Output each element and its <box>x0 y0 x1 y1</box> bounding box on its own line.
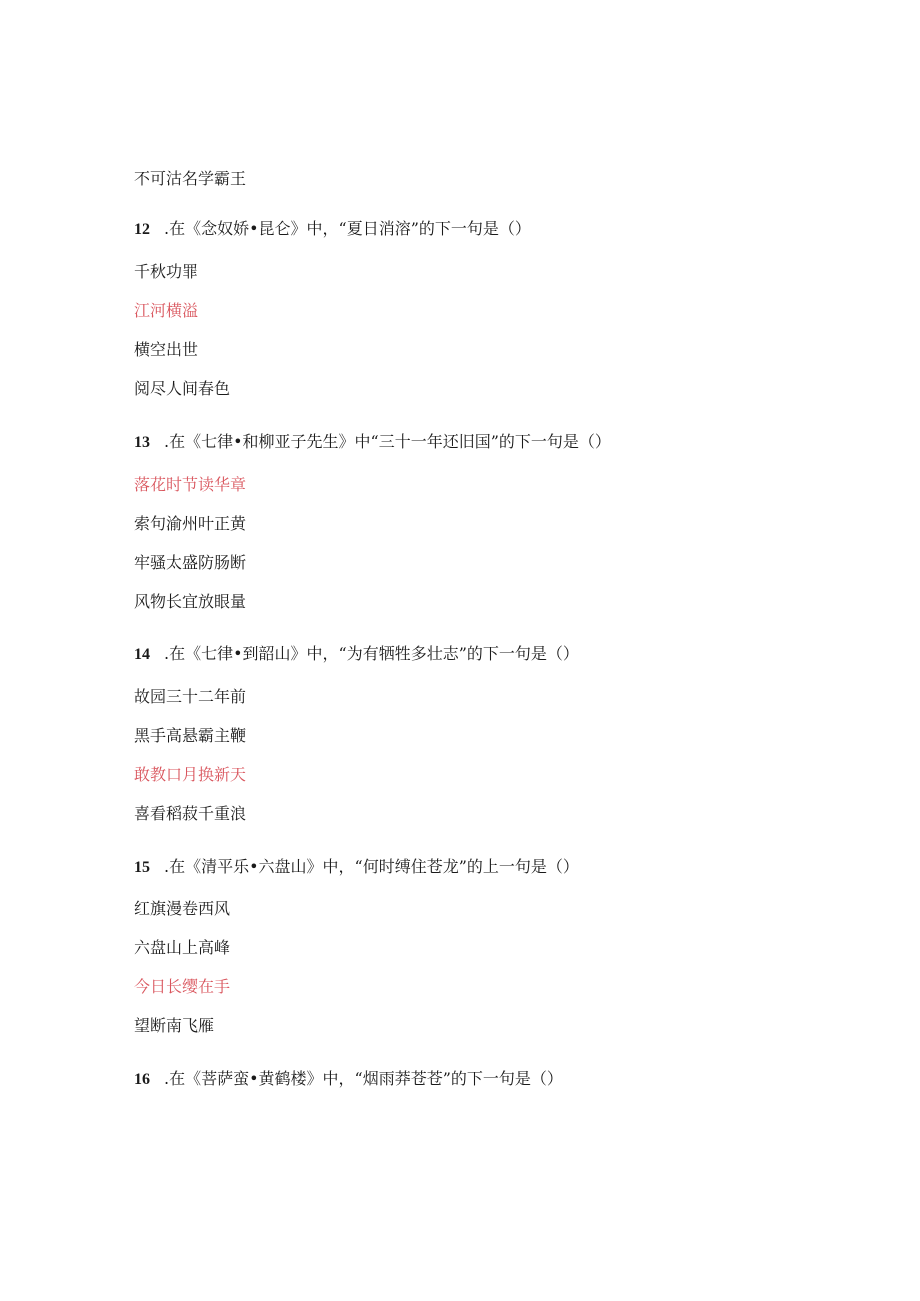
question-number: 12 <box>134 221 150 238</box>
option: 牢骚太盛防肠断 <box>134 553 247 572</box>
question-text: .在《念奴娇•昆仑》中，“夏日消溶”的下一句是（） <box>164 219 531 238</box>
question-heading <box>134 644 579 665</box>
question-number: 15 <box>134 859 150 876</box>
question-text: .在《清平乐•六盘山》中，“何时缚住苍龙”的上一句是（） <box>164 857 579 876</box>
option: 故园三十二年前 <box>134 687 247 706</box>
option-answer: 敢教口月换新天 <box>134 765 247 784</box>
question-heading <box>134 857 579 878</box>
option: 望断南飞雁 <box>134 1016 215 1035</box>
option: 阅尽人间春色 <box>134 379 231 398</box>
option: 风物长宜放眼量 <box>134 592 247 611</box>
question-number: 16 <box>134 1071 150 1088</box>
question-heading <box>134 219 531 240</box>
question-text: .在《七律•和柳亚子先生》中“三十一年还旧国”的下一句是（） <box>164 432 611 451</box>
previous-option: 不可沽名学霸王 <box>134 169 247 188</box>
option: 喜看稻菽千重浪 <box>134 804 247 823</box>
option-answer: 今日长缨在手 <box>134 977 231 996</box>
question-text: .在《七律•到韶山》中，“为有牺牲多壮志”的下一句是（） <box>164 644 579 663</box>
option: 黑手高悬霸主鞭 <box>134 726 247 745</box>
option-answer: 江河横溢 <box>134 301 199 320</box>
option: 红旗漫卷西风 <box>134 899 231 918</box>
question-heading <box>134 1069 563 1090</box>
option: 千秋功罪 <box>134 262 199 281</box>
question-number: 13 <box>134 434 150 451</box>
option: 六盘山上高峰 <box>134 938 231 957</box>
option: 横空出世 <box>134 340 199 359</box>
question-number: 14 <box>134 646 150 663</box>
question-text: .在《菩萨蛮•黄鹤楼》中，“烟雨莽苍苍”的下一句是（） <box>164 1069 563 1088</box>
question-heading <box>134 432 611 453</box>
option-answer: 落花时节读华章 <box>134 475 247 494</box>
option: 索句渝州叶正黄 <box>134 514 247 533</box>
